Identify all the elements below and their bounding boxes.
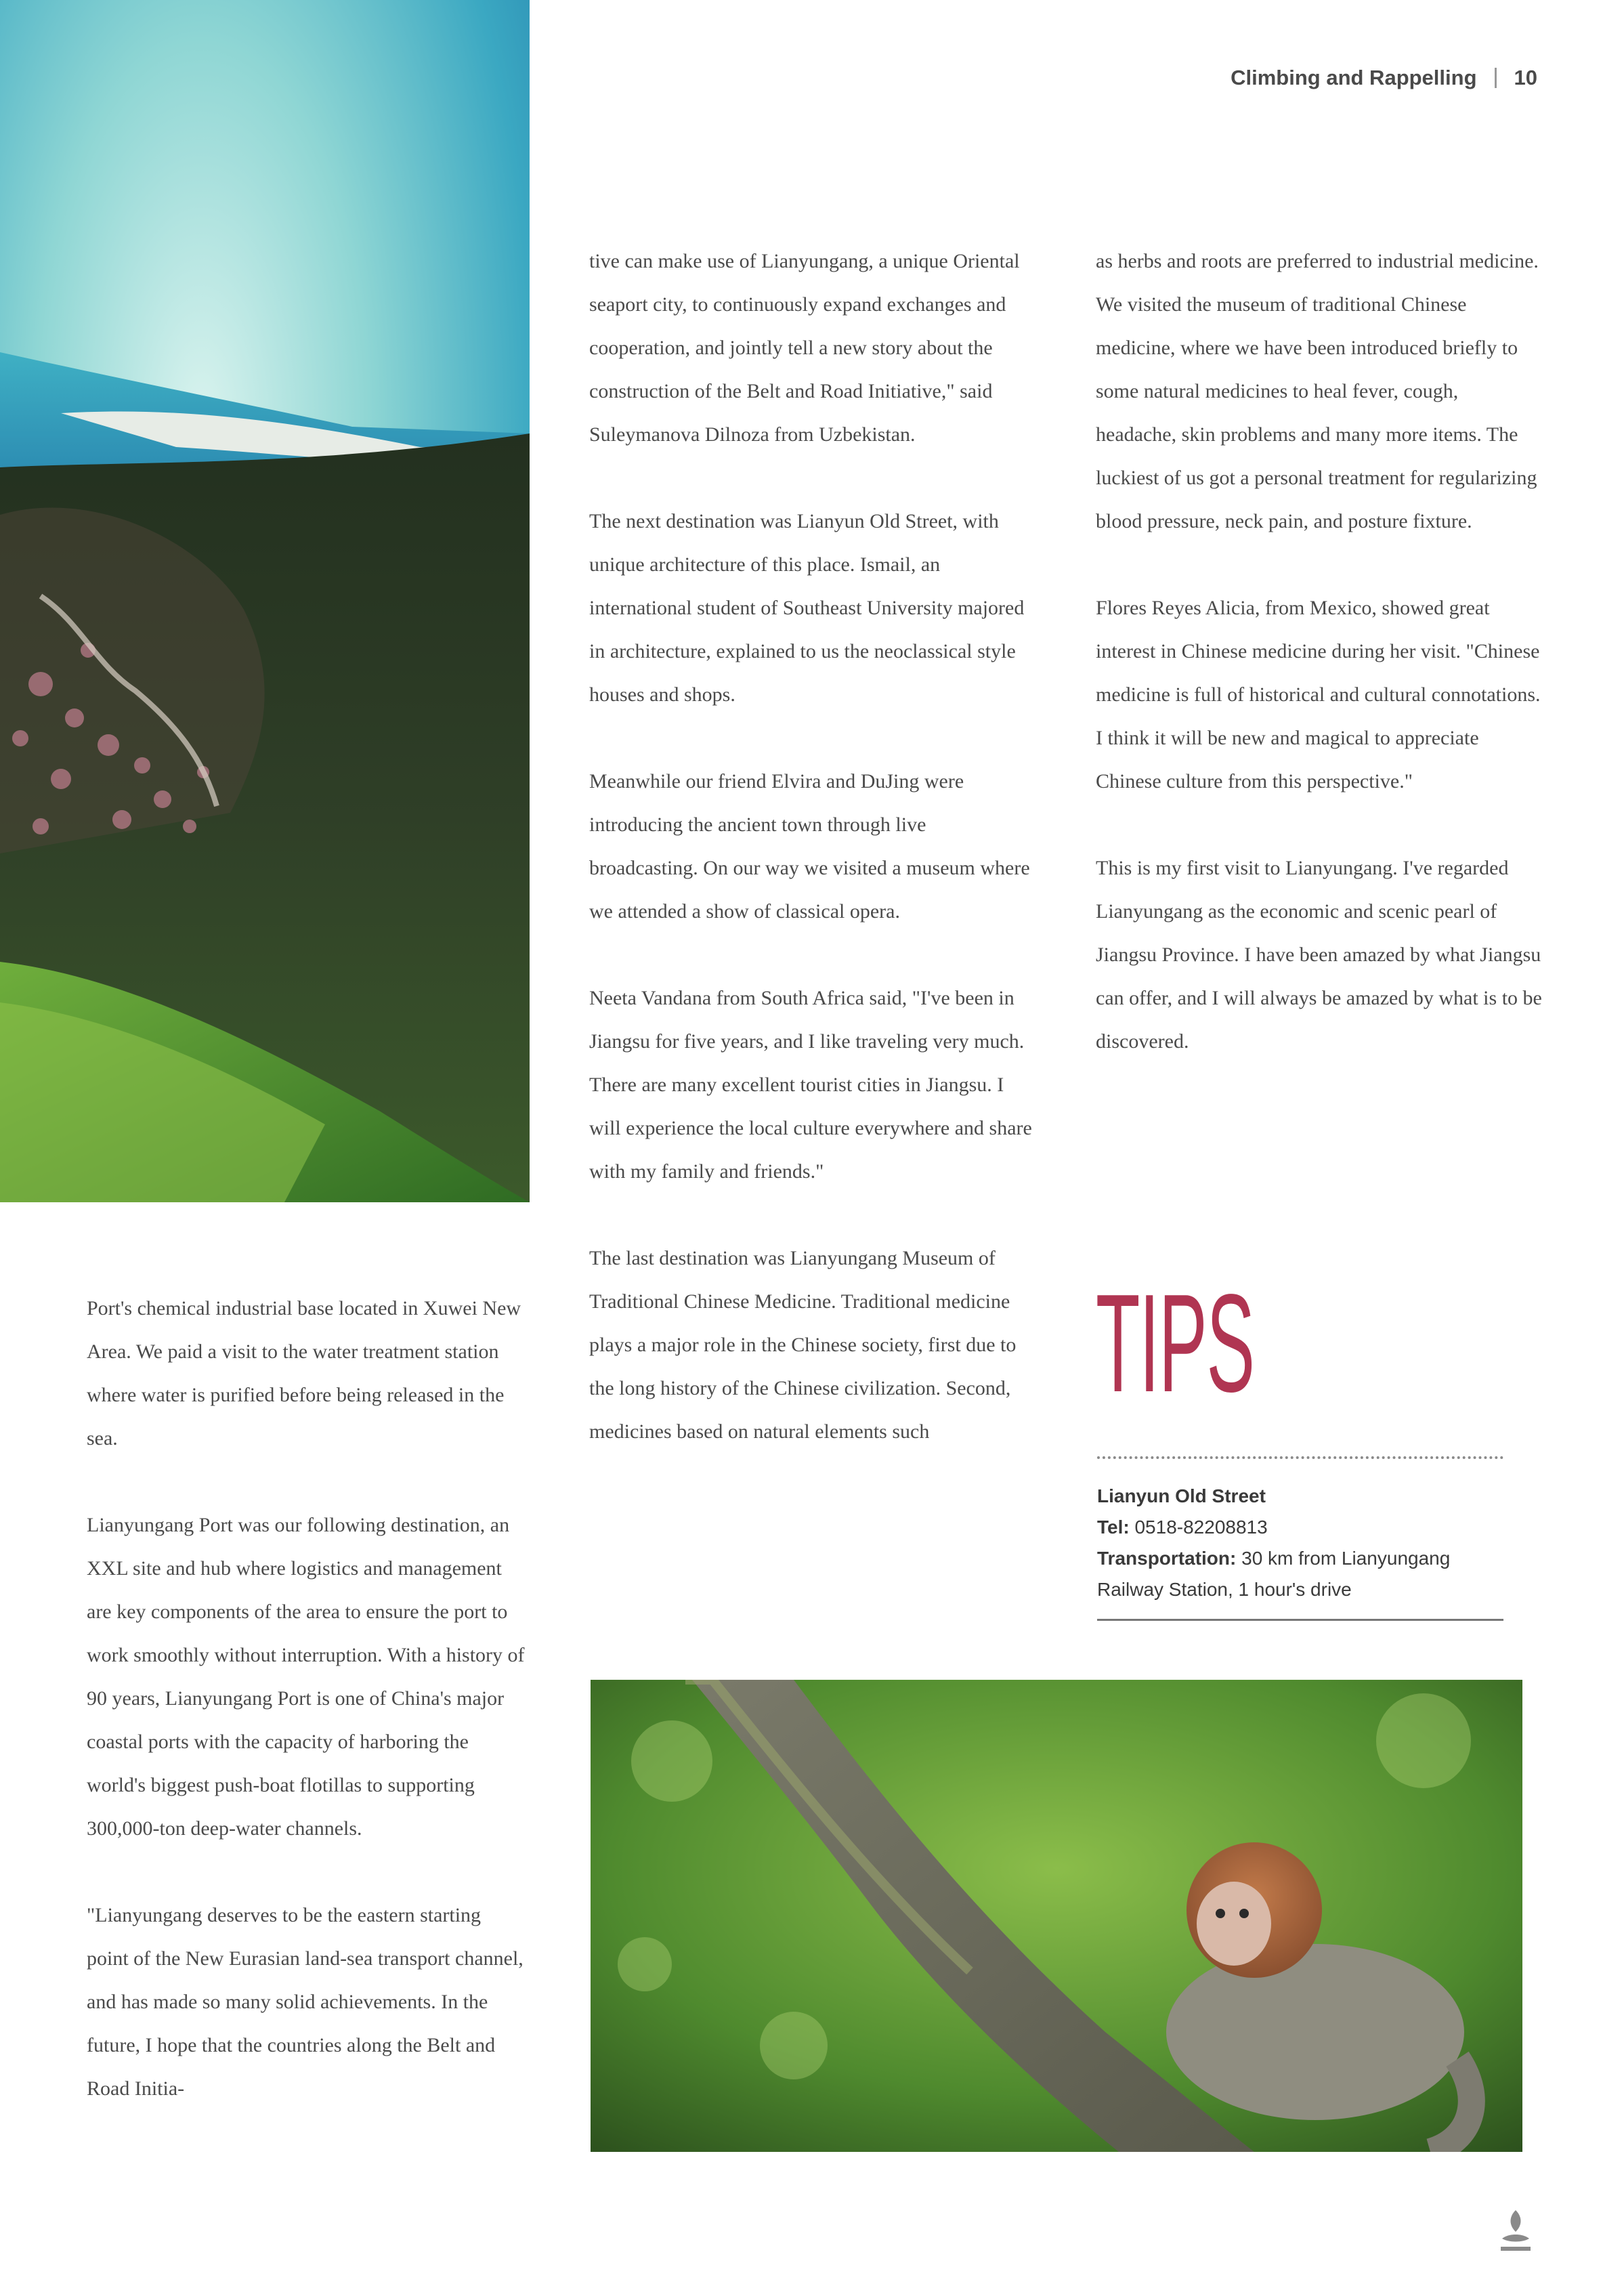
tips-tel-label: Tel: — [1097, 1517, 1130, 1538]
header-divider — [1495, 68, 1497, 88]
page-number: 10 — [1514, 66, 1537, 89]
paragraph: This is my first visit to Lianyungang. I've regarded Lianyungang as the economic and scenic pearl of Jiangsu Province. I have been amazed by what Jiangsu can offer, and I will always be amazed by what is to be discovered. — [1096, 857, 1542, 1053]
tips-transport-row — [1097, 1543, 1517, 1605]
monkey-photo — [591, 1680, 1522, 2152]
paragraph: The next destination was Lianyun Old Street, with unique architecture of this place. Ismail, an international student of Southeast University majored in architecture, explained to us the neoclassical style houses and shops. — [589, 510, 1025, 706]
paragraph: Neeta Vandana from South Africa said, "I've been in Jiangsu for five years, and I like traveling very much. There are many excellent tourist cities in Jiangsu. I will experience the local culture everywhere and share with my family and friends." — [589, 987, 1032, 1183]
tips-place: Lianyun Old Street — [1097, 1485, 1266, 1506]
section-title: Climbing and Rappelling — [1231, 66, 1477, 89]
paragraph: Port's chemical industrial base located in Xuwei New Area. We paid a visit to the water treatment station where water is purified before being released in the sea. — [87, 1297, 521, 1449]
paragraph: tive can make use of Lianyungang, a unique Oriental seaport city, to continuously expand exchanges and cooperation, and jointly tell a new story about the construction of the Belt and Road Initiative," said Suleymanova Dilnoza from Uzbekistan. — [589, 250, 1020, 446]
tips-transport-value: 30 km from Lianyungang Railway Station, 1 hour's drive — [1097, 1548, 1451, 1600]
article-column-left — [87, 1287, 527, 2154]
tips-info — [1097, 1481, 1517, 1605]
magazine-logo-icon — [1489, 2205, 1543, 2259]
tips-dotted-divider — [1097, 1456, 1503, 1459]
tips-heading: TIPS — [1096, 1265, 1254, 1421]
coastal-mountain-photo — [0, 0, 530, 1202]
paragraph: "Lianyungang deserves to be the eastern starting point of the New Eurasian land-sea transport channel, and has made so many solid achievements. In the future, I hope that the countries along the Belt and Road Initia- — [87, 1904, 523, 2100]
tips-transport-label: Transportation: — [1097, 1548, 1237, 1569]
article-column-right — [1096, 240, 1543, 1107]
paragraph: Meanwhile our friend Elvira and DuJing were introducing the ancient town through live broadcasting. On our way we visited a museum where we attended a show of classical opera. — [589, 770, 1030, 923]
tips-tel-row — [1097, 1512, 1517, 1543]
paragraph: as herbs and roots are preferred to industrial medicine. We visited the museum of traditional Chinese medicine, where we have been introduced briefly to some natural medicines to heal fever, cough, headache, skin problems and many more items. The luckiest of us got a personal treatment for regularizing blood pressure, neck pain, and posture fixture. — [1096, 250, 1539, 532]
paragraph: Flores Reyes Alicia, from Mexico, showed great interest in Chinese medicine during her visit. "Chinese medicine is full of historical and cultural connotations. I think it will be new and magical to appreciate Chinese culture from this perspective." — [1096, 597, 1541, 792]
paragraph: The last destination was Lianyungang Museum of Traditional Chinese Medicine. Traditional medicine plays a major role in the Chinese society, first due to the long history of the Chinese civilization. Second, medicines based on natural elements such — [589, 1247, 1017, 1443]
running-header — [1231, 61, 1537, 95]
article-column-middle — [589, 240, 1036, 1497]
paragraph: Lianyungang Port was our following destination, an XXL site and hub where logistics and management are key components of the area to ensure the port to work smoothly without interruption. With a history of 90 years, Lianyungang Port is one of China's major coastal ports with the capacity of harboring the world's biggest push-boat flotillas to supporting 300,000-ton deep-water channels. — [87, 1514, 525, 1840]
tips-tel-value: 0518-82208813 — [1134, 1517, 1268, 1538]
tips-bottom-rule — [1097, 1619, 1503, 1621]
